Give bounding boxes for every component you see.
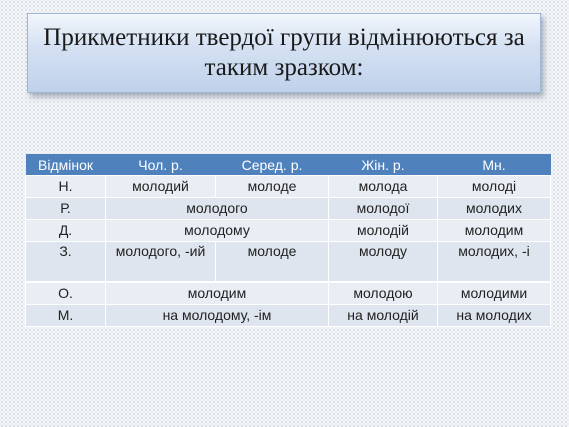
case-cell: Н. [26,176,106,198]
plural-cell: молодим [438,220,551,242]
table-row [26,176,551,198]
header-plural: Мн. [438,154,551,176]
feminine-cell: молодою [329,282,438,305]
masculine-neuter-cell: на молодому, -ім [106,305,329,327]
masculine-cell: молодий [106,176,216,198]
masculine-neuter-cell: молодого [106,198,329,220]
feminine-cell: молода [329,176,438,198]
feminine-cell: на молодій [329,305,438,327]
plural-cell: молодих, -і [438,242,551,283]
header-case: Відмінок [26,154,106,176]
case-cell: М. [26,305,106,327]
header-feminine: Жін. р. [329,154,438,176]
table-row [26,242,551,283]
table-row [26,220,551,242]
case-cell: З. [26,242,106,283]
masculine-cell: молодого, -ий [106,242,216,283]
table-row [26,198,551,220]
plural-cell: молоді [438,176,551,198]
plural-cell: на молодих [438,305,551,327]
case-cell: Р. [26,198,106,220]
neuter-cell: молоде [216,176,329,198]
feminine-cell: молодої [329,198,438,220]
plural-cell: молодими [438,282,551,305]
title-box [27,13,541,93]
masculine-neuter-cell: молодим [106,282,329,305]
table-header-row [26,154,551,176]
table-row [26,305,551,327]
feminine-cell: молоду [329,242,438,283]
feminine-cell: молодій [329,220,438,242]
table-row [26,282,551,305]
case-cell: О. [26,282,106,305]
header-neuter: Серед. р. [216,154,329,176]
header-masculine: Чол. р. [106,154,216,176]
case-cell: Д. [26,220,106,242]
slide-title: Прикметники твердої групи відмінюються за таким зразком: [43,24,525,81]
masculine-neuter-cell: молодому [106,220,329,242]
neuter-cell: молоде [216,242,329,283]
declension-table [25,154,551,327]
plural-cell: молодих [438,198,551,220]
